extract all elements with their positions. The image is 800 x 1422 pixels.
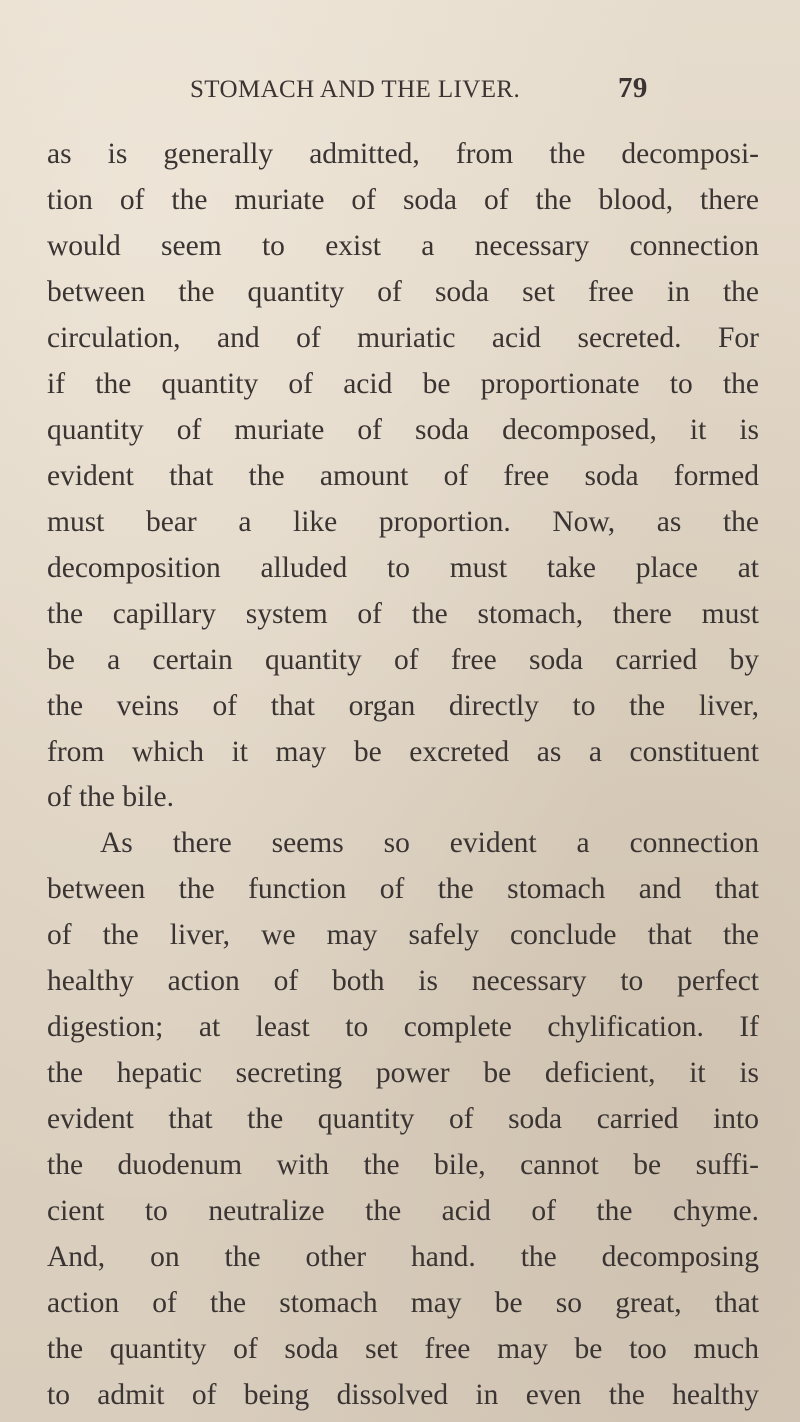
text-line-25: And, on the other hand. the decomposing — [47, 1241, 759, 1273]
text-line-10: decomposition alluded to must take place at — [47, 552, 759, 584]
text-line-2: tion of the muriate of soda of the blood, there — [47, 184, 759, 216]
text-line-1: as is generally admitted, from the decomposi- — [47, 138, 759, 170]
page-number: 79 — [618, 72, 648, 104]
text-line-11: the capillary system of the stomach, there must — [47, 598, 759, 630]
text-line-20: digestion; at least to complete chylification. If — [47, 1011, 759, 1043]
text-line-4: between the quantity of soda set free in the — [47, 276, 759, 308]
text-line-12: be a certain quantity of free soda carried by — [47, 644, 759, 676]
text-line-17: between the function of the stomach and that — [47, 873, 759, 905]
running-head — [190, 72, 680, 112]
text-line-8: evident that the amount of free soda formed — [47, 460, 759, 492]
text-line-24: cient to neutralize the acid of the chyme. — [47, 1195, 759, 1227]
text-line-3: would seem to exist a necessary connection — [47, 230, 759, 262]
text-line-27: the quantity of soda set free may be too much — [47, 1333, 759, 1365]
text-line-14: from which it may be excreted as a constituent — [47, 736, 759, 768]
text-line-6: if the quantity of acid be proportionate to the — [47, 368, 759, 400]
text-line-28: to admit of being dissolved in even the healthy — [47, 1379, 759, 1411]
text-line-5: circulation, and of muriatic acid secreted. For — [47, 322, 759, 354]
text-line-16: As there seems so evident a connection — [100, 827, 759, 859]
text-line-15: of the bile. — [47, 781, 174, 813]
text-line-9: must bear a like proportion. Now, as the — [47, 506, 759, 538]
text-line-13: the veins of that organ directly to the liver, — [47, 690, 759, 722]
text-line-7: quantity of muriate of soda decomposed, it is — [47, 414, 759, 446]
text-line-19: healthy action of both is necessary to perfect — [47, 965, 759, 997]
text-line-21: the hepatic secreting power be deficient, it is — [47, 1057, 759, 1089]
text-line-22: evident that the quantity of soda carried into — [47, 1103, 759, 1135]
running-title: STOMACH AND THE LIVER. — [190, 76, 521, 103]
text-line-18: of the liver, we may safely conclude that the — [47, 919, 759, 951]
text-line-23: the duodenum with the bile, cannot be suffi- — [47, 1149, 759, 1181]
text-line-26: action of the stomach may be so great, that — [47, 1287, 759, 1319]
